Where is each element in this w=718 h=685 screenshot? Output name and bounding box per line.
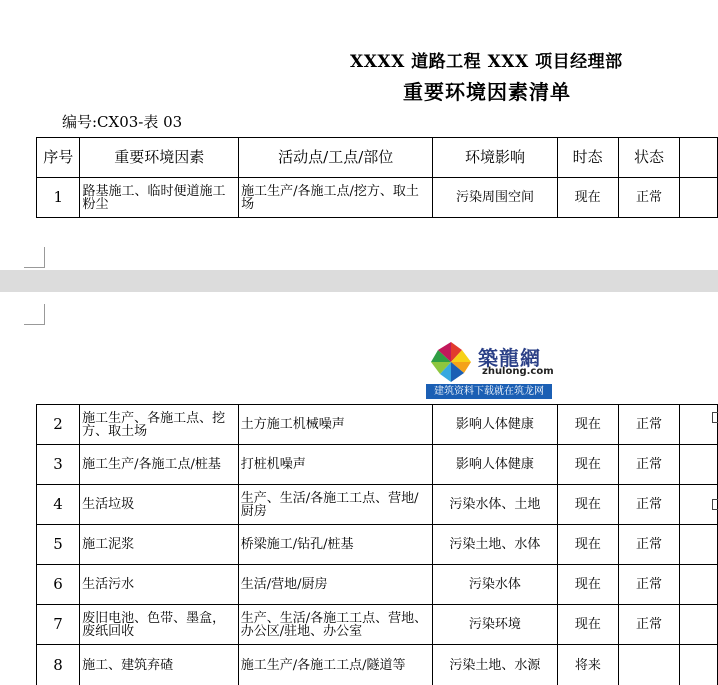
cell-factor: 生活垃圾 <box>80 485 239 525</box>
cell-factor: 施工生产、各施工点、挖方、取土场 <box>80 405 239 445</box>
table-row <box>37 565 718 605</box>
environment-factor-table-header <box>36 137 718 218</box>
cell-overflow <box>680 645 718 685</box>
cell-factor: 生活污水 <box>80 565 239 605</box>
cell-state: 正常 <box>618 445 679 485</box>
cell-no: 6 <box>37 565 80 605</box>
cell-overflow <box>680 445 718 485</box>
cell-state: 正常 <box>618 178 679 218</box>
cell-impact: 污染环境 <box>432 605 557 645</box>
page-corner-mark <box>24 304 45 325</box>
cell-location: 施工生产/各施工工点/隧道等 <box>238 645 432 685</box>
table-row <box>37 605 718 645</box>
document-page-2 <box>0 292 718 685</box>
document-page-1 <box>0 0 718 270</box>
cell-state: 正常 <box>618 485 679 525</box>
cell-no: 8 <box>37 645 80 685</box>
table-row <box>37 178 718 218</box>
cell-tense: 将来 <box>557 645 618 685</box>
cell-location: 桥梁施工/钻孔/桩基 <box>238 525 432 565</box>
cell-overflow <box>680 525 718 565</box>
pinwheel-logo-icon <box>426 340 476 384</box>
column-header: 状态 <box>618 138 679 178</box>
column-header: 时态 <box>557 138 618 178</box>
cell-no: 5 <box>37 525 80 565</box>
logo-slogan: 建筑资料下载就在筑龙网 <box>426 384 552 399</box>
doc-title: 重要环境因素清单 <box>403 80 571 104</box>
cell-location: 打桩机噪声 <box>238 445 432 485</box>
cell-impact: 污染水体 <box>432 565 557 605</box>
table-row <box>37 525 718 565</box>
table-row <box>37 485 718 525</box>
cell-location: 土方施工机械噪声 <box>238 405 432 445</box>
cell-factor: 路基施工、临时便道施工粉尘 <box>80 178 239 218</box>
cell-impact: 污染水体、土地 <box>432 485 557 525</box>
column-header-overflow <box>680 138 718 178</box>
cell-overflow <box>680 178 718 218</box>
cell-location: 生产、生活/各施工工点、营地、办公区/驻地、办公室 <box>238 605 432 645</box>
cell-no: 7 <box>37 605 80 645</box>
table-header-row <box>37 138 718 178</box>
margin-mark <box>712 499 718 510</box>
cell-overflow <box>680 605 718 645</box>
cell-tense: 现在 <box>557 525 618 565</box>
cell-tense: 现在 <box>557 178 618 218</box>
doc-number: 编号:CX03-表 03 <box>62 113 183 131</box>
cell-impact: 污染土地、水源 <box>432 645 557 685</box>
cell-factor: 废旧电池、色带、墨盒，废纸回收 <box>80 605 239 645</box>
cell-factor: 施工泥浆 <box>80 525 239 565</box>
margin-mark <box>712 412 718 423</box>
cell-tense: 现在 <box>557 485 618 525</box>
table-row <box>37 645 718 685</box>
cell-no: 1 <box>37 178 80 218</box>
cell-impact: 影响人体健康 <box>432 405 557 445</box>
column-header: 活动点/工点/部位 <box>239 138 433 178</box>
cell-tense: 现在 <box>557 605 618 645</box>
column-header: 序号 <box>37 138 80 178</box>
page-separator <box>0 270 718 292</box>
cell-state <box>618 645 679 685</box>
column-header: 重要环境因素 <box>80 138 239 178</box>
cell-overflow <box>680 565 718 605</box>
cell-factor: 施工、建筑弃碴 <box>80 645 239 685</box>
table-row <box>37 405 718 445</box>
table-row <box>37 445 718 485</box>
cell-state: 正常 <box>618 405 679 445</box>
cell-impact: 污染土地、水体 <box>432 525 557 565</box>
environment-factor-table <box>36 404 718 685</box>
cell-overflow <box>680 405 718 445</box>
cell-no: 4 <box>37 485 80 525</box>
cell-no: 3 <box>37 445 80 485</box>
cell-state: 正常 <box>618 605 679 645</box>
zhulong-watermark-logo <box>426 340 552 400</box>
cell-location: 生产、生活/各施工工点、营地/厨房 <box>238 485 432 525</box>
cell-impact: 污染周围空间 <box>433 178 557 218</box>
cell-impact: 影响人体健康 <box>432 445 557 485</box>
cell-location: 施工生产/各施工点/挖方、取土场 <box>239 178 433 218</box>
cell-location: 生活/营地/厨房 <box>238 565 432 605</box>
column-header: 环境影响 <box>433 138 557 178</box>
cell-factor: 施工生产/各施工点/桩基 <box>80 445 239 485</box>
cell-tense: 现在 <box>557 445 618 485</box>
cell-state: 正常 <box>618 565 679 605</box>
logo-url: zhulong.com <box>482 366 554 377</box>
cell-tense: 现在 <box>557 405 618 445</box>
table-body <box>37 405 718 685</box>
org-title: XXXX 道路工程 XXX 项目经理部 <box>350 52 623 72</box>
cell-no: 2 <box>37 405 80 445</box>
page-corner-mark <box>24 247 45 268</box>
logo-brand-name: 築龍網 <box>478 346 541 370</box>
cell-tense: 现在 <box>557 565 618 605</box>
cell-state: 正常 <box>618 525 679 565</box>
